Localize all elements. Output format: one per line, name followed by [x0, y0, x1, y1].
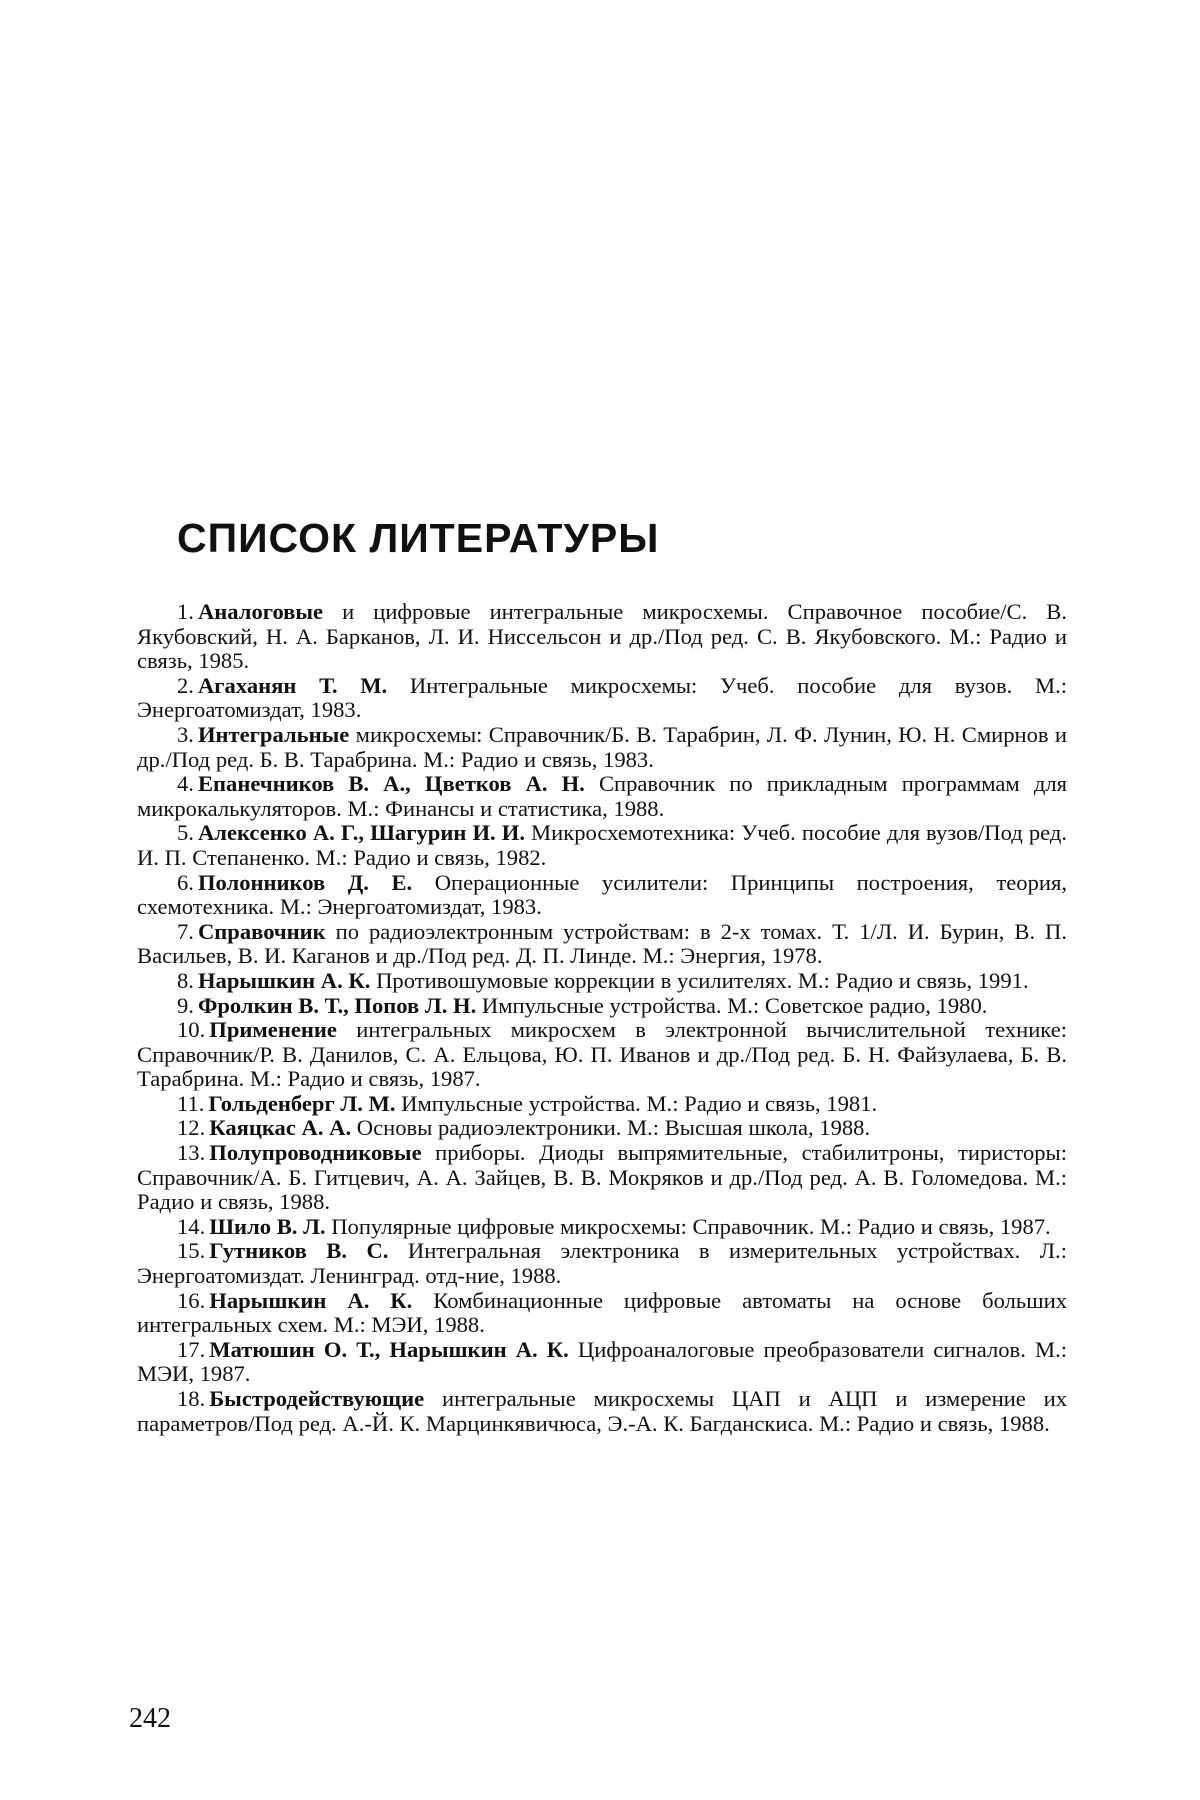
reference-item	[137, 1215, 1067, 1240]
reference-number: 1.	[177, 599, 194, 624]
reference-author: Матюшин О. Т., Нарышкин А. К.	[209, 1337, 569, 1362]
reference-number: 16.	[177, 1288, 205, 1313]
reference-text: по радиоэлектронным устройствам: в 2-х томах. Т. 1/Л. И. Бурин, В. П. Васильев, В. И. Каганов и др./Под ред. Д. П. Линде. М.: Энергия, 1978.	[137, 919, 1067, 969]
reference-item	[137, 600, 1067, 674]
reference-number: 7.	[177, 919, 194, 944]
reference-author: Полонников Д. Е.	[198, 870, 412, 895]
reference-item	[137, 821, 1067, 870]
reference-text: Интегральная электроника в измерительных устройствах. Л.: Энергоатомиздат. Ленинград. отд-ние, 1988.	[137, 1238, 1067, 1288]
reference-item	[137, 920, 1067, 969]
reference-item	[137, 1239, 1067, 1288]
reference-author: Полупроводниковые	[209, 1140, 421, 1165]
reference-text: приборы. Диоды выпрямительные, стабилитроны, тиристоры: Справочник/А. Б. Гитцевич, А. А. Зайцев, В. В. Мокряков и др./Под ред. А. В. Голомедова. М.: Радио и связь, 1988.	[137, 1140, 1067, 1214]
book-page	[0, 0, 1200, 1800]
reference-number: 3.	[177, 722, 194, 747]
reference-number: 5.	[177, 820, 194, 845]
reference-number: 18.	[177, 1386, 205, 1411]
reference-number: 13.	[177, 1140, 205, 1165]
reference-author: Агаханян Т. М.	[198, 673, 387, 698]
reference-item	[137, 1141, 1067, 1215]
reference-text: Противошумовые коррекции в усилителях. М.: Радио и связь, 1991.	[370, 968, 1028, 993]
reference-text: Микросхемотехника: Учеб. пособие для вузов/Под ред. И. П. Степаненко. М.: Радио и связь, 1982.	[137, 820, 1067, 870]
reference-text: Импульсные устройства. М.: Радио и связь, 1981.	[396, 1091, 878, 1116]
reference-text: Импульсные устройства. М.: Советское радио, 1980.	[476, 993, 987, 1018]
reference-text: Цифроаналоговые преобразователи сигналов. М.: МЭИ, 1987.	[137, 1337, 1067, 1387]
reference-item	[137, 994, 1067, 1019]
reference-text: Операционные усилители: Принципы построения, теория, схемотехника. М.: Энергоатомиздат, 1983.	[137, 870, 1067, 920]
reference-number: 9.	[177, 993, 194, 1018]
reference-item	[137, 674, 1067, 723]
reference-item	[137, 871, 1067, 920]
reference-author: Фролкин В. Т., Попов Л. Н.	[198, 993, 476, 1018]
reference-number: 4.	[177, 771, 194, 796]
reference-number: 15.	[177, 1238, 205, 1263]
reference-text: Популярные цифровые микросхемы: Справочник. М.: Радио и связь, 1987.	[326, 1214, 1051, 1239]
reference-text: Комбинационные цифровые автоматы на основе больших интегральных схем. М.: МЭИ, 1988.	[137, 1288, 1067, 1338]
reference-author: Быстродействующие	[209, 1386, 424, 1411]
page-number: 242	[129, 1703, 171, 1735]
reference-author: Гольденберг Л. М.	[208, 1091, 395, 1116]
reference-text: интегральных микросхем в электронной вычислительной технике: Справочник/Р. В. Данилов, С. А. Ельцова, Ю. П. Иванов и др./Под ред. Б. Н. Файзулаева, Б. В. Тарабрина. М.: Радио и связь, 1987.	[137, 1017, 1067, 1091]
reference-item	[137, 1092, 1067, 1117]
reference-item	[137, 969, 1067, 994]
reference-text: Основы радиоэлектроники. М.: Высшая школа, 1988.	[351, 1115, 870, 1140]
reference-author: Нарышкин А. К.	[198, 968, 371, 993]
reference-number: 10.	[177, 1017, 205, 1042]
reference-number: 2.	[177, 673, 194, 698]
reference-item	[137, 1116, 1067, 1141]
reference-number: 8.	[177, 968, 194, 993]
reference-author: Алексенко А. Г., Шагурин И. И.	[198, 820, 525, 845]
reference-text: Справочник по прикладным программам для микрокалькуляторов. М.: Финансы и статистика, 1988.	[137, 771, 1067, 821]
reference-number: 6.	[177, 870, 194, 895]
reference-author: Справочник	[198, 919, 326, 944]
reference-number: 17.	[177, 1337, 205, 1362]
reference-text: интегральные микросхемы ЦАП и АЦП и измерение их параметров/Под ред. А.-Й. К. Марцинкявичюса, Э.-А. К. Багданскиса. М.: Радио и связь, 1988.	[137, 1386, 1067, 1436]
reference-author: Епанечников В. А., Цветков А. Н.	[198, 771, 585, 796]
reference-list	[137, 600, 1067, 1436]
reference-number: 14.	[177, 1214, 205, 1239]
reference-author: Аналоговые	[198, 599, 323, 624]
reference-item	[137, 723, 1067, 772]
reference-author: Шило В. Л.	[209, 1214, 325, 1239]
reference-author: Применение	[209, 1017, 337, 1042]
reference-author: Интегральные	[198, 722, 349, 747]
reference-text: микросхемы: Справочник/Б. В. Тарабрин, Л. Ф. Лунин, Ю. Н. Смирнов и др./Под ред. Б. В. Тарабрина. М.: Радио и связь, 1983.	[137, 722, 1067, 772]
reference-item	[137, 1018, 1067, 1092]
reference-number: 12.	[177, 1115, 205, 1140]
reference-number: 11.	[177, 1091, 204, 1116]
page-title: СПИСОК ЛИТЕРАТУРЫ	[177, 515, 659, 562]
reference-author: Каяцкас А. А.	[209, 1115, 351, 1140]
reference-author: Гутников В. С.	[209, 1238, 388, 1263]
reference-item	[137, 1338, 1067, 1387]
reference-item	[137, 1289, 1067, 1338]
reference-author: Нарышкин А. К.	[209, 1288, 412, 1313]
reference-text: Интегральные микросхемы: Учеб. пособие для вузов. М.: Энергоатомиздат, 1983.	[137, 673, 1067, 723]
reference-item	[137, 1387, 1067, 1436]
reference-item	[137, 772, 1067, 821]
reference-text: и цифровые интегральные микросхемы. Справочное пособие/С. В. Якубовский, Н. А. Барканов, Л. И. Ниссельсон и др./Под ред. С. В. Якубовского. М.: Радио и связь, 1985.	[137, 599, 1067, 673]
